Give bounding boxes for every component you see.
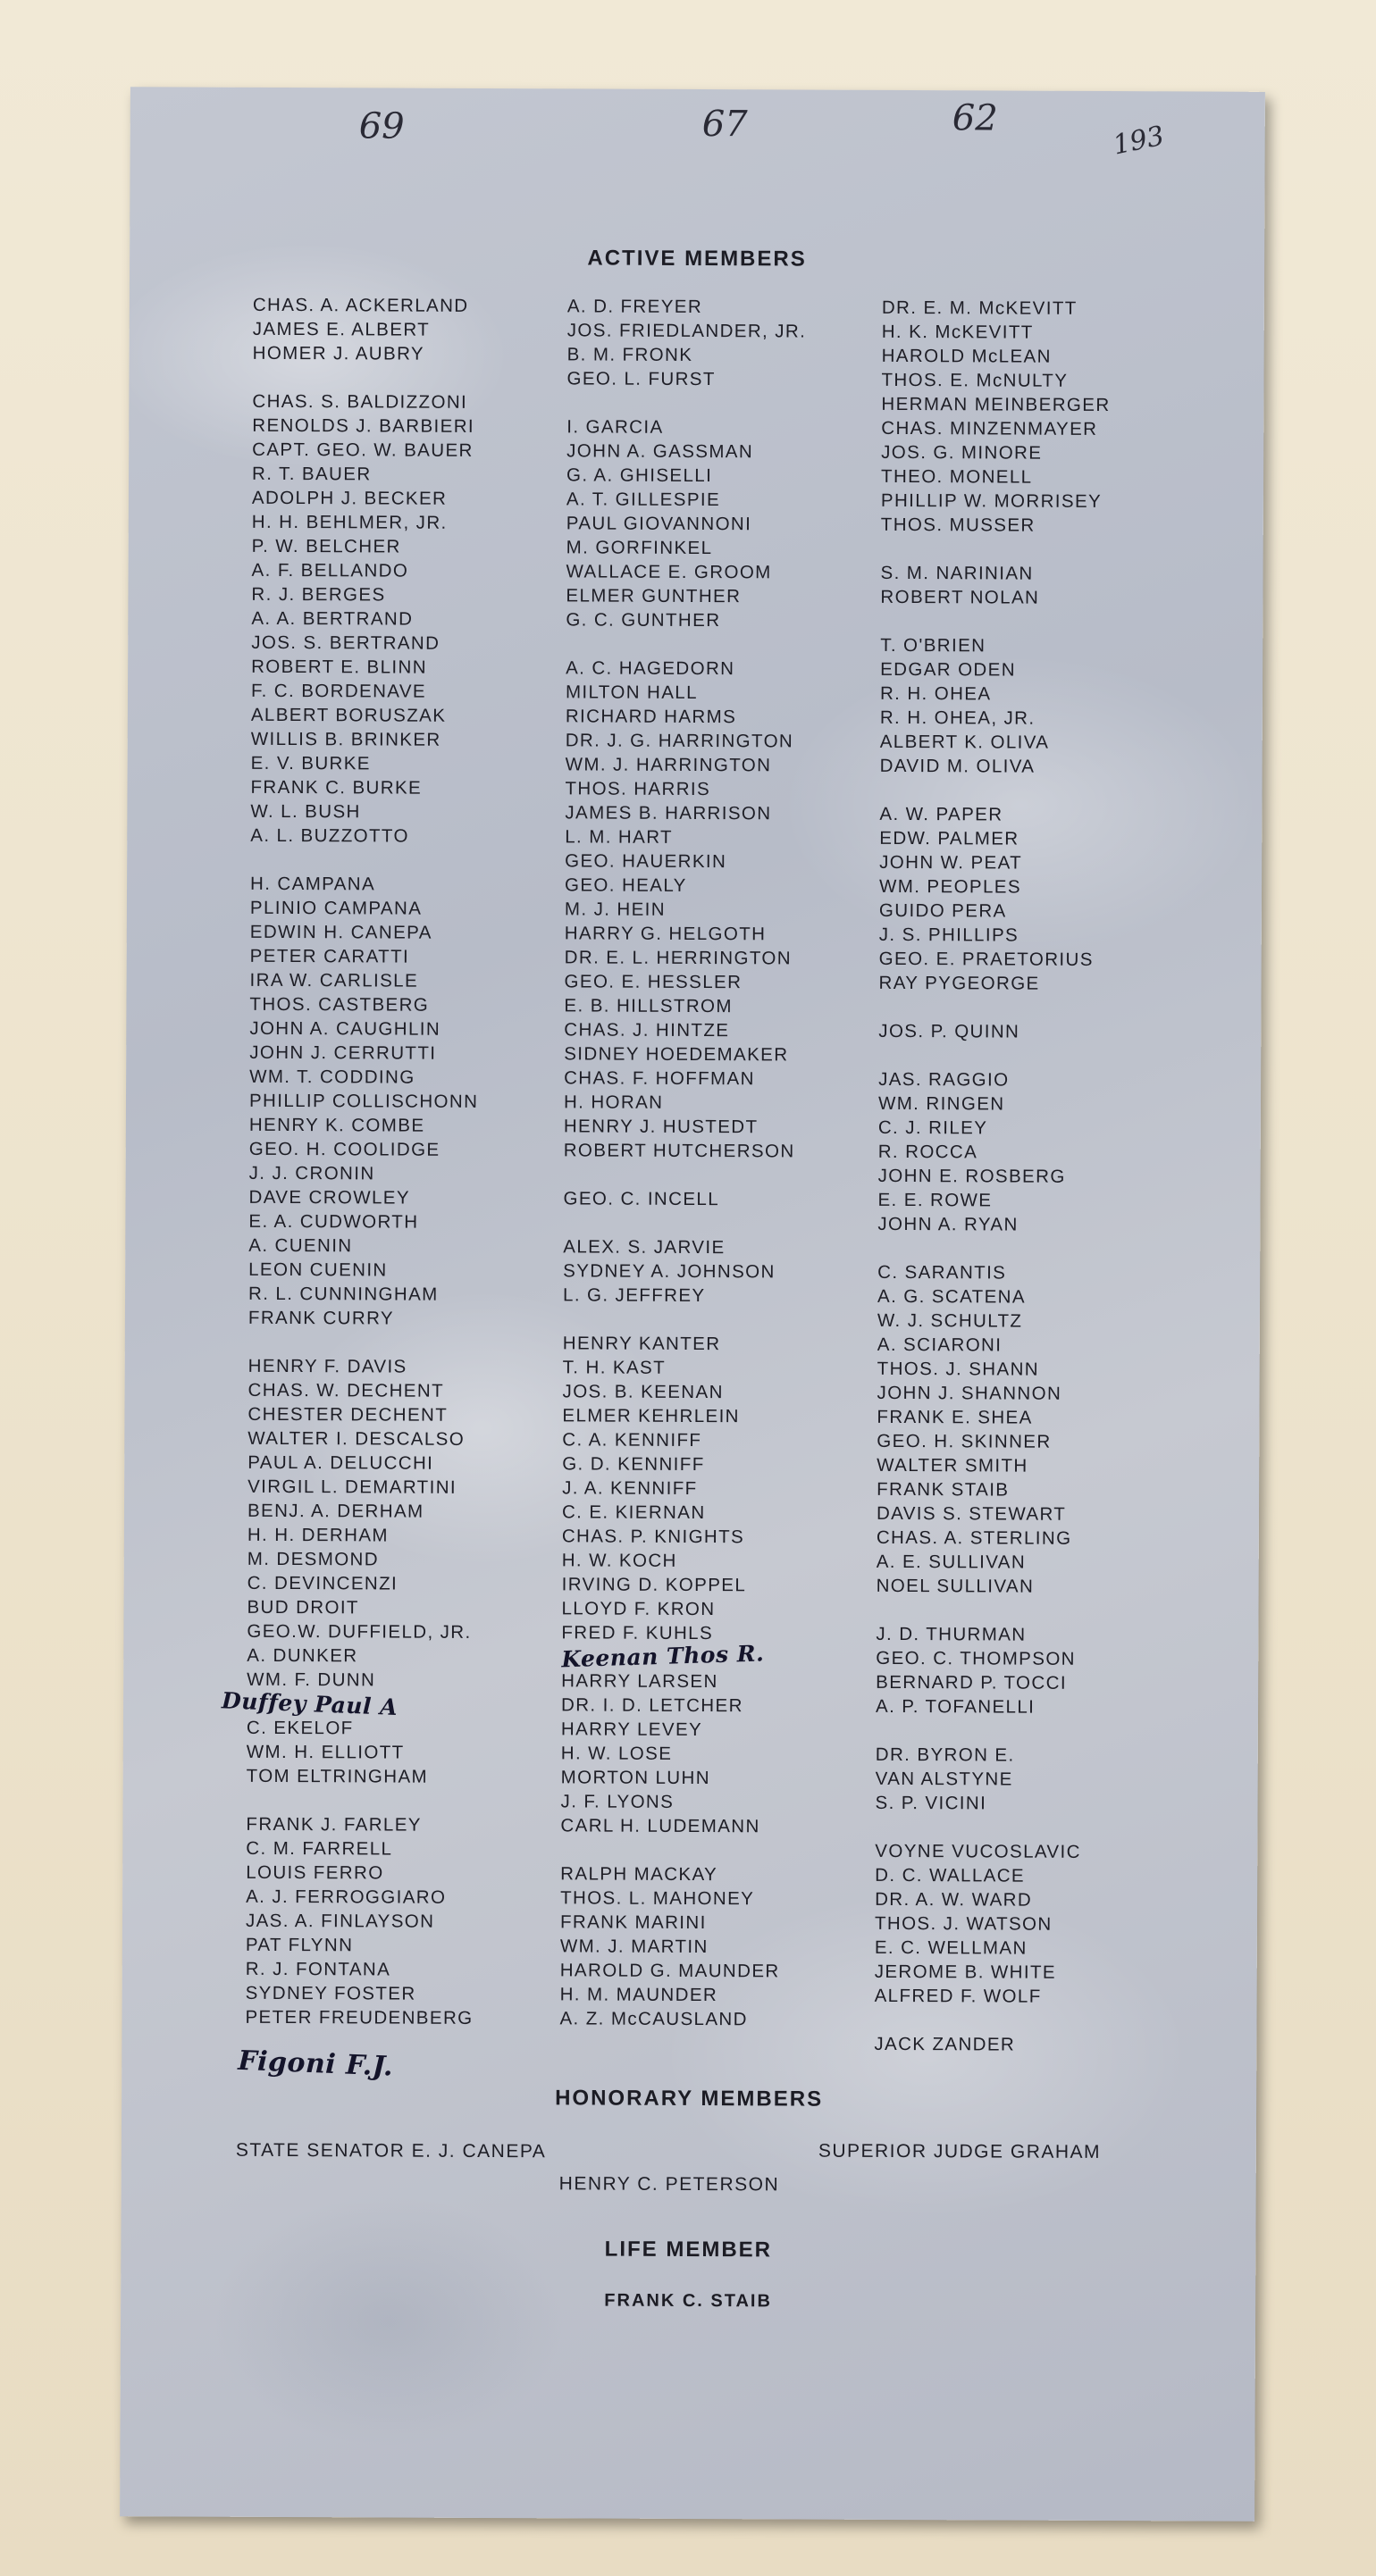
member-name: HARRY LEVEY [560,1719,703,1741]
member-name: R. H. OHEA [879,682,992,705]
member-name: E. V. BURKE [250,752,371,774]
spacer [564,1162,803,1187]
member-name: HARRY G. HELGOTH [564,923,767,945]
member-name: H. K. McKEVITT [881,321,1034,343]
member-name: WALLACE E. GROOM [566,561,772,583]
member-name: A. D. FREYER [566,296,703,318]
active-members-heading: ACTIVE MEMBERS [587,246,807,272]
member-name: FRANK E. SHEA [877,1406,1033,1428]
member-name: G. A. GHISELLI [566,464,713,487]
member-name: GEO. E. HESSLER [564,971,743,993]
member-name: G. D. KENNIFF [562,1453,705,1476]
member-name: A. SCIARONI [877,1334,1003,1356]
member-name: WM. J. HARRINGTON [565,754,772,776]
member-name: DAVE CROWLEY [248,1186,411,1209]
member-name: WALTER SMITH [877,1454,1028,1476]
spacer [560,1837,800,1862]
member-name: WM. J. MARTIN [559,1936,709,1958]
member-name: JOHN A. CAUGHLIN [249,1017,441,1040]
honorary-member-canepa: STATE SENATOR E. J. CANEPA [235,2139,547,2162]
member-name: B. M. FRONK [566,344,693,365]
member-name: JOHN W. PEAT [879,851,1023,874]
member-name: T. H. KAST [562,1357,667,1378]
member-name: BERNARD P. TOCCI [876,1671,1067,1694]
member-name: HERMAN MEINBERGER [881,393,1111,416]
member-name: C. SARANTIS [877,1261,1007,1284]
member-name: JAS. RAGGIO [878,1068,1010,1091]
member-name: E. B. HILLSTROM [564,995,733,1017]
spacer [881,537,1110,562]
member-name: ADOLPH J. BECKER [251,487,448,509]
member-name: R. H. OHEA, JR. [879,707,1036,729]
member-name: PLINIO CAMPANA [249,897,423,919]
member-name: JOHN A. RYAN [877,1213,1019,1235]
honorary-member-peterson: HENRY C. PETERSON [558,2173,780,2195]
spacer [566,631,805,657]
member-name: GEO. C. INCELL [563,1188,720,1210]
member-name: FRANK MARINI [559,1911,707,1934]
spacer [247,1788,475,1813]
member-name: BENJ. A. DERHAM [247,1500,424,1522]
member-name: JOHN J. CERRUTTI [249,1041,437,1064]
member-name: GEO. H. SKINNER [877,1430,1052,1452]
member-name: H. CAMPANA [249,873,376,895]
member-name: R. J. BERGES [251,583,386,606]
member-name: JOS. P. QUINN [878,1020,1020,1042]
spacer [563,1307,802,1332]
member-name: EDGAR ODEN [880,658,1016,681]
member-name: T. O'BRIEN [880,634,986,657]
spacer [252,365,481,390]
member-name: CHAS. P. KNIGHTS [561,1526,745,1548]
member-name: ALBERT K. OLIVA [879,731,1050,753]
member-name: DR. E. L. HERRINGTON [564,947,793,969]
member-name: JOHN A. GASSMAN [566,440,754,463]
member-name: FRED F. KUHLS [561,1622,714,1644]
member-name: PHILLIP COLLISCHONN [248,1090,479,1112]
member-name: C. A. KENNIFF [562,1429,702,1451]
member-name: WM. PEOPLES [878,875,1022,898]
member-name: JACK ZANDER [874,2033,1016,2055]
member-name: WM. T. CODDING [249,1066,415,1088]
member-name: H. H. DERHAM [247,1524,389,1546]
member-name: BUD DROIT [247,1596,359,1618]
member-name: EDWIN H. CANEPA [249,921,432,943]
member-name: LOUIS FERRO [246,1861,384,1884]
member-name: J. S. PHILLIPS [878,924,1019,946]
spacer [250,848,479,873]
member-name: W. J. SCHULTZ [877,1309,1023,1332]
spacer [880,609,1109,634]
member-name: HARRY LARSEN [561,1670,718,1693]
member-name: TOM ELTRINGHAM [246,1765,429,1787]
member-name: HAROLD McLEAN [881,345,1052,367]
member-name: A. F. BELLANDO [251,559,409,581]
member-name: GEO. HAUERKIN [565,850,727,873]
member-name: M. GORFINKEL [566,537,713,559]
member-name: HAROLD G. MAUNDER [559,1960,780,1982]
member-name: C. DEVINCENZI [247,1572,399,1594]
member-name: ALFRED F. WOLF [874,1985,1042,2007]
member-name: P. W. BELCHER [251,535,401,557]
member-name: WALTER I. DESCALSO [248,1427,466,1450]
member-name: FRANK STAIB [877,1478,1010,1501]
member-name: S. M. NARINIAN [880,562,1034,584]
spacer [874,2008,1103,2033]
member-name: A. A. BERTRAND [251,607,414,630]
member-name: J. F. LYONS [560,1791,675,1812]
member-name: PAUL A. DELUCCHI [248,1451,434,1474]
member-name: FRANK CURRY [248,1307,395,1329]
spacer [877,1236,1106,1261]
member-name: RAY PYGEORGE [878,972,1040,994]
member-name: CHESTER DECHENT [248,1403,449,1426]
member-name: A. P. TOFANELLI [875,1695,1036,1718]
member-name: A. G. SCATENA [877,1285,1026,1308]
member-name: A. DUNKER [247,1644,358,1667]
member-name: A. L. BUZZOTTO [250,824,409,847]
handwritten-duffey: Duffey Paul A [221,1687,399,1720]
pencil-mark-2: 67 [701,104,748,146]
member-name: H. W. LOSE [560,1743,673,1764]
member-name: A. C. HAGEDORN [566,657,735,680]
member-name: CHAS. MINZENMAYER [881,417,1098,439]
member-name: C. M. FARRELL [246,1837,393,1860]
member-name: G. C. GUNTHER [566,609,721,631]
member-name: DAVID M. OLIVA [879,755,1036,777]
member-name: H. H. BEHLMER, JR. [251,511,448,533]
member-name: R. T. BAUER [252,463,372,485]
member-name: WILLIS B. BRINKER [250,728,441,750]
member-name: RALPH MACKAY [560,1863,718,1886]
member-name: FRANK C. BURKE [250,776,423,799]
member-name: A. W. PAPER [879,803,1003,825]
member-name: PAUL GIOVANNONI [566,513,752,535]
member-name: HENRY K. COMBE [248,1114,425,1136]
member-name: H. M. MAUNDER [559,1984,718,2006]
member-name: IRVING D. KOPPEL [561,1574,747,1596]
member-name: DR. E. M. McKEVITT [881,297,1078,319]
member-name: CHAS. A. ACKERLAND [252,294,469,316]
member-name: D. C. WALLACE [875,1864,1026,1886]
member-name: R. J. FONTANA [245,1958,391,1980]
member-column-1 [245,293,482,2030]
member-name: ELMER KEHRLEIN [562,1405,740,1427]
member-name: SIDNEY HOEDEMAKER [564,1043,789,1066]
member-name: THOS. J. WATSON [874,1912,1053,1935]
spacer [566,390,806,415]
member-name: VOYNE VUCOSLAVIC [875,1840,1081,1862]
member-name: L. G. JEFFREY [562,1284,706,1307]
member-name: I. GARCIA [566,416,664,438]
member-name: GUIDO PERA [878,899,1007,922]
member-name: EDW. PALMER [879,827,1019,849]
member-name: JAMES E. ALBERT [252,318,431,340]
member-name: CHAS. F. HOFFMAN [564,1067,755,1090]
member-name: GEO. E. PRAETORIUS [878,948,1094,970]
member-name: CHAS. J. HINTZE [564,1019,730,1041]
member-name: JOS. G. MINORE [881,441,1043,464]
member-name: F. C. BORDENAVE [250,680,427,702]
member-name: R. L. CUNNINGHAM [248,1283,439,1305]
member-name: C. J. RILEY [877,1117,988,1139]
spacer [878,1043,1107,1068]
member-name: JOS. FRIEDLANDER, JR. [566,320,807,342]
member-name: DAVIS S. STEWART [876,1502,1067,1525]
member-name: PETER CARATTI [249,945,410,967]
member-name: CHAS. S. BALDIZZONI [252,390,468,413]
handwritten-keenan: Keenan Thos R. [560,1640,765,1673]
member-name: ROBERT E. BLINN [251,656,427,678]
member-name: WM. F. DUNN [247,1669,376,1691]
member-name: IRA W. CARLISLE [249,969,419,991]
member-name: R. ROCCA [877,1141,978,1163]
member-name: C. EKELOF [246,1717,354,1739]
member-name: E. C. WELLMAN [874,1936,1028,1959]
member-name: NOEL SULLIVAN [876,1575,1035,1597]
member-name: JOHN J. SHANNON [877,1382,1062,1404]
member-name: CHAS. A. STERLING [876,1526,1072,1549]
member-name: JEROME B. WHITE [874,1961,1057,1983]
member-name: HENRY F. DAVIS [248,1355,407,1377]
member-name: PETER FREUDENBERG [245,2006,474,2028]
member-name: C. E. KIERNAN [561,1501,706,1524]
member-name: ELMER GUNTHER [566,585,742,607]
spacer [879,778,1108,803]
member-name: ROBERT HUTCHERSON [563,1140,795,1162]
member-name: M. DESMOND [247,1548,380,1570]
member-name: E. E. ROWE [877,1189,993,1211]
member-name: GEO. C. THOMPSON [876,1647,1076,1669]
member-name: GEO. H. COOLIDGE [248,1138,440,1160]
pencil-mark-1: 69 [358,105,405,147]
pencil-mark-4: 193 [1110,120,1167,162]
member-name: PHILLIP W. MORRISEY [880,489,1103,512]
member-name: CAPT. GEO. W. BAUER [252,439,474,461]
member-name: RICHARD HARMS [565,706,737,728]
member-name: DR. A. W. WARD [875,1888,1033,1911]
member-name: VIRGIL L. DEMARTINI [248,1476,457,1498]
member-name: THOS. MUSSER [880,514,1036,536]
member-name: J. A. KENNIFF [562,1477,698,1500]
member-name: HENRY KANTER [562,1333,721,1355]
spacer [878,995,1107,1020]
honorary-members-heading: HONORARY MEMBERS [555,2086,824,2112]
member-name: HENRY J. HUSTEDT [563,1116,759,1138]
member-name: DR. I. D. LETCHER [560,1694,743,1717]
member-name: H. W. KOCH [561,1550,677,1571]
spacer [876,1598,1104,1623]
member-name: GEO.W. DUFFIELD, JR. [247,1620,472,1643]
member-name: DR. BYRON E. [875,1744,1015,1766]
member-name: DR. J. G. HARRINGTON [565,730,794,752]
member-column-2 [559,294,806,2031]
member-name: LEON CUENIN [248,1259,388,1281]
member-name: J. J. CRONIN [248,1162,375,1184]
member-name: W. L. BUSH [250,800,361,823]
member-name: S. P. VICINI [875,1792,987,1814]
handwritten-figoni: Figoni F.J. [237,2045,394,2083]
member-name: A. T. GILLESPIE [566,489,721,511]
member-name: HOMER J. AUBRY [252,342,425,364]
member-name: LLOYD F. KRON [561,1598,716,1620]
life-member-name: FRANK C. STAIB [604,2290,772,2312]
member-name: ROBERT NOLAN [880,586,1040,608]
member-name: THOS. CASTBERG [249,993,430,1016]
member-name: L. M. HART [565,826,674,848]
member-column-3 [874,296,1111,2057]
member-name: THOS. L. MAHONEY [560,1887,755,1910]
spacer [563,1210,802,1235]
member-name: ALBERT BORUSZAK [250,704,447,726]
member-name: CARL H. LUDEMANN [560,1815,760,1837]
member-name: VAN ALSTYNE [875,1768,1013,1790]
member-name: A. CUENIN [248,1234,353,1257]
member-name: E. A. CUDWORTH [248,1210,419,1233]
life-member-heading: LIFE MEMBER [604,2237,773,2262]
member-name: JAMES B. HARRISON [565,802,772,824]
member-name: SYDNEY FOSTER [245,1982,416,2004]
spacer [875,1815,1103,1840]
member-name: H. HORAN [563,1091,664,1113]
member-name: JOS. B. KEENAN [562,1381,724,1403]
member-name: PAT FLYNN [245,1934,354,1956]
member-name: WM. H. ELLIOTT [246,1741,405,1763]
member-name: A. E. SULLIVAN [876,1551,1027,1573]
member-name: JOS. S. BERTRAND [251,631,440,654]
member-name: THEO. MONELL [880,465,1033,488]
member-name: RENOLDS J. BARBIERI [252,414,475,437]
member-name: ALEX. S. JARVIE [563,1236,726,1259]
pencil-mark-3: 62 [952,97,998,139]
honorary-member-graham: SUPERIOR JUDGE GRAHAM [818,2140,1102,2163]
member-name: WM. RINGEN [877,1092,1005,1115]
member-name: SYDNEY A. JOHNSON [563,1260,776,1283]
member-name: JAS. A. FINLAYSON [245,1910,435,1932]
spacer [248,1330,477,1355]
membership-card [120,87,1265,2522]
member-name: FRANK J. FARLEY [246,1813,422,1836]
spacer [876,1719,1104,1744]
member-name: J. D. THURMAN [876,1623,1027,1645]
member-name: CHAS. W. DECHENT [248,1379,445,1401]
member-name: MORTON LUHN [560,1767,711,1789]
member-name: MILTON HALL [565,682,698,704]
member-name: THOS. E. McNULTY [881,369,1069,391]
member-name: GEO. L. FURST [566,368,716,390]
member-name: JOHN E. ROSBERG [877,1165,1066,1187]
member-name: THOS. J. SHANN [877,1358,1040,1380]
member-name: A. Z. McCAUSLAND [559,2008,748,2030]
member-name: GEO. HEALY [564,874,687,896]
member-name: A. J. FERROGGIARO [246,1886,447,1908]
member-name: THOS. HARRIS [565,778,711,800]
member-name: M. J. HEIN [564,899,667,920]
